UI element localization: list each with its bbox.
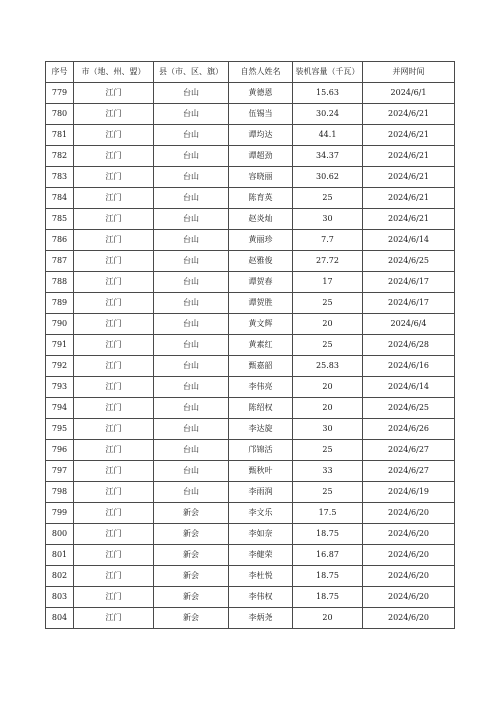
cell-person-name: 谭贺春 — [229, 272, 293, 293]
cell-person-name: 李伟亮 — [229, 377, 293, 398]
cell-grid-date: 2024/6/17 — [363, 293, 455, 314]
cell-county: 台山 — [154, 482, 229, 503]
cell-county: 台山 — [154, 377, 229, 398]
table-row — [46, 566, 455, 587]
cell-capacity: 16.87 — [293, 545, 363, 566]
cell-capacity: 17.5 — [293, 503, 363, 524]
cell-city: 江门 — [74, 125, 154, 146]
cell-person-name: 谭超劲 — [229, 146, 293, 167]
cell-city: 江门 — [74, 608, 154, 629]
cell-seq: 781 — [46, 125, 74, 146]
cell-capacity: 30 — [293, 209, 363, 230]
cell-county: 新会 — [154, 608, 229, 629]
cell-grid-date: 2024/6/19 — [363, 482, 455, 503]
cell-capacity: 33 — [293, 461, 363, 482]
cell-seq: 792 — [46, 356, 74, 377]
cell-grid-date: 2024/6/20 — [363, 608, 455, 629]
cell-county: 台山 — [154, 398, 229, 419]
cell-seq: 798 — [46, 482, 74, 503]
cell-city: 江门 — [74, 167, 154, 188]
cell-city: 江门 — [74, 503, 154, 524]
table-row — [46, 83, 455, 104]
cell-person-name: 黄德恩 — [229, 83, 293, 104]
cell-person-name: 陈育英 — [229, 188, 293, 209]
cell-grid-date: 2024/6/26 — [363, 419, 455, 440]
cell-seq: 789 — [46, 293, 74, 314]
cell-person-name: 李炳尧 — [229, 608, 293, 629]
cell-grid-date: 2024/6/16 — [363, 356, 455, 377]
cell-city: 江门 — [74, 566, 154, 587]
cell-person-name: 李伟权 — [229, 587, 293, 608]
cell-county: 台山 — [154, 440, 229, 461]
cell-grid-date: 2024/6/21 — [363, 167, 455, 188]
table-row — [46, 356, 455, 377]
cell-capacity: 30.24 — [293, 104, 363, 125]
table-row — [46, 503, 455, 524]
cell-grid-date: 2024/6/21 — [363, 146, 455, 167]
cell-capacity: 25 — [293, 293, 363, 314]
cell-person-name: 陈绍权 — [229, 398, 293, 419]
cell-county: 台山 — [154, 125, 229, 146]
cell-seq: 797 — [46, 461, 74, 482]
cell-seq: 793 — [46, 377, 74, 398]
cell-city: 江门 — [74, 104, 154, 125]
cell-capacity: 20 — [293, 314, 363, 335]
table-row — [46, 314, 455, 335]
cell-city: 江门 — [74, 419, 154, 440]
cell-city: 江门 — [74, 335, 154, 356]
cell-person-name: 李杜悦 — [229, 566, 293, 587]
cell-seq: 800 — [46, 524, 74, 545]
cell-capacity: 25 — [293, 440, 363, 461]
cell-grid-date: 2024/6/17 — [363, 272, 455, 293]
cell-capacity: 30.62 — [293, 167, 363, 188]
table-row — [46, 587, 455, 608]
cell-seq: 803 — [46, 587, 74, 608]
cell-person-name: 伍锡当 — [229, 104, 293, 125]
cell-seq: 779 — [46, 83, 74, 104]
cell-person-name: 李健荣 — [229, 545, 293, 566]
cell-grid-date: 2024/6/27 — [363, 461, 455, 482]
cell-county: 台山 — [154, 314, 229, 335]
cell-grid-date: 2024/6/14 — [363, 377, 455, 398]
cell-grid-date: 2024/6/21 — [363, 209, 455, 230]
cell-capacity: 15.63 — [293, 83, 363, 104]
cell-seq: 801 — [46, 545, 74, 566]
cell-city: 江门 — [74, 482, 154, 503]
cell-grid-date: 2024/6/20 — [363, 503, 455, 524]
cell-grid-date: 2024/6/14 — [363, 230, 455, 251]
cell-city: 江门 — [74, 398, 154, 419]
cell-seq: 780 — [46, 104, 74, 125]
cell-capacity: 44.1 — [293, 125, 363, 146]
cell-person-name: 谭贺胜 — [229, 293, 293, 314]
cell-city: 江门 — [74, 440, 154, 461]
header-person-name: 自然人姓名 — [229, 62, 293, 83]
cell-grid-date: 2024/6/1 — [363, 83, 455, 104]
table-row — [46, 461, 455, 482]
cell-person-name: 赵炎灿 — [229, 209, 293, 230]
cell-capacity: 18.75 — [293, 524, 363, 545]
cell-capacity: 18.75 — [293, 587, 363, 608]
cell-grid-date: 2024/6/27 — [363, 440, 455, 461]
cell-city: 江门 — [74, 188, 154, 209]
cell-grid-date: 2024/6/21 — [363, 104, 455, 125]
cell-county: 新会 — [154, 524, 229, 545]
cell-seq: 796 — [46, 440, 74, 461]
cell-city: 江门 — [74, 545, 154, 566]
cell-seq: 799 — [46, 503, 74, 524]
cell-city: 江门 — [74, 314, 154, 335]
cell-seq: 802 — [46, 566, 74, 587]
cell-seq: 785 — [46, 209, 74, 230]
cell-grid-date: 2024/6/20 — [363, 587, 455, 608]
cell-city: 江门 — [74, 272, 154, 293]
cell-county: 台山 — [154, 461, 229, 482]
cell-person-name: 邝锦活 — [229, 440, 293, 461]
cell-city: 江门 — [74, 230, 154, 251]
cell-person-name: 李达旋 — [229, 419, 293, 440]
cell-person-name: 赵雅俊 — [229, 251, 293, 272]
cell-capacity: 20 — [293, 377, 363, 398]
cell-person-name: 甄秋叶 — [229, 461, 293, 482]
header-row — [46, 62, 455, 83]
cell-grid-date: 2024/6/20 — [363, 524, 455, 545]
cell-capacity: 30 — [293, 419, 363, 440]
cell-city: 江门 — [74, 146, 154, 167]
cell-county: 台山 — [154, 209, 229, 230]
table-row — [46, 377, 455, 398]
cell-capacity: 18.75 — [293, 566, 363, 587]
cell-capacity: 25 — [293, 335, 363, 356]
cell-person-name: 容晓丽 — [229, 167, 293, 188]
cell-seq: 786 — [46, 230, 74, 251]
cell-county: 台山 — [154, 230, 229, 251]
header-city: 市（地、州、盟） — [74, 62, 154, 83]
cell-capacity: 20 — [293, 608, 363, 629]
cell-grid-date: 2024/6/28 — [363, 335, 455, 356]
table-row — [46, 419, 455, 440]
cell-county: 台山 — [154, 83, 229, 104]
table-row — [46, 545, 455, 566]
cell-county: 新会 — [154, 587, 229, 608]
table-row — [46, 146, 455, 167]
cell-seq: 784 — [46, 188, 74, 209]
cell-seq: 795 — [46, 419, 74, 440]
cell-county: 台山 — [154, 293, 229, 314]
table-row — [46, 608, 455, 629]
cell-capacity: 25 — [293, 482, 363, 503]
cell-county: 台山 — [154, 272, 229, 293]
cell-county: 台山 — [154, 146, 229, 167]
cell-capacity: 34.37 — [293, 146, 363, 167]
cell-seq: 783 — [46, 167, 74, 188]
header-county: 县（市、区、旗） — [154, 62, 229, 83]
cell-city: 江门 — [74, 209, 154, 230]
cell-grid-date: 2024/6/20 — [363, 545, 455, 566]
table-header — [46, 62, 455, 83]
table-row — [46, 272, 455, 293]
cell-seq: 790 — [46, 314, 74, 335]
cell-capacity: 25.83 — [293, 356, 363, 377]
cell-city: 江门 — [74, 251, 154, 272]
table-row — [46, 335, 455, 356]
cell-grid-date: 2024/6/21 — [363, 125, 455, 146]
cell-seq: 794 — [46, 398, 74, 419]
table-row — [46, 230, 455, 251]
cell-grid-date: 2024/6/20 — [363, 566, 455, 587]
cell-grid-date: 2024/6/4 — [363, 314, 455, 335]
table-row — [46, 167, 455, 188]
table-body — [46, 83, 455, 629]
table-row — [46, 104, 455, 125]
cell-city: 江门 — [74, 587, 154, 608]
cell-county: 台山 — [154, 419, 229, 440]
cell-capacity: 7.7 — [293, 230, 363, 251]
cell-county: 台山 — [154, 356, 229, 377]
cell-seq: 787 — [46, 251, 74, 272]
cell-city: 江门 — [74, 83, 154, 104]
table-row — [46, 125, 455, 146]
cell-person-name: 黄文辉 — [229, 314, 293, 335]
table-row — [46, 440, 455, 461]
cell-person-name: 甄嘉韶 — [229, 356, 293, 377]
table-row — [46, 251, 455, 272]
header-capacity: 装机容量（千瓦） — [293, 62, 363, 83]
cell-county: 台山 — [154, 167, 229, 188]
cell-county: 台山 — [154, 335, 229, 356]
cell-seq: 791 — [46, 335, 74, 356]
cell-county: 台山 — [154, 104, 229, 125]
cell-city: 江门 — [74, 293, 154, 314]
cell-capacity: 20 — [293, 398, 363, 419]
cell-person-name: 谭均达 — [229, 125, 293, 146]
cell-person-name: 李如奈 — [229, 524, 293, 545]
data-table — [45, 61, 455, 629]
table-row — [46, 398, 455, 419]
cell-person-name: 李文乐 — [229, 503, 293, 524]
cell-grid-date: 2024/6/21 — [363, 188, 455, 209]
cell-county: 台山 — [154, 188, 229, 209]
cell-person-name: 李雨润 — [229, 482, 293, 503]
cell-seq: 804 — [46, 608, 74, 629]
cell-seq: 788 — [46, 272, 74, 293]
table-row — [46, 209, 455, 230]
cell-person-name: 黄素红 — [229, 335, 293, 356]
cell-grid-date: 2024/6/25 — [363, 398, 455, 419]
cell-capacity: 17 — [293, 272, 363, 293]
table-row — [46, 188, 455, 209]
cell-person-name: 黄丽珍 — [229, 230, 293, 251]
cell-city: 江门 — [74, 377, 154, 398]
cell-city: 江门 — [74, 524, 154, 545]
cell-city: 江门 — [74, 461, 154, 482]
header-seq: 序号 — [46, 62, 74, 83]
cell-city: 江门 — [74, 356, 154, 377]
cell-county: 新会 — [154, 545, 229, 566]
table-row — [46, 293, 455, 314]
cell-capacity: 27.72 — [293, 251, 363, 272]
table-row — [46, 482, 455, 503]
cell-county: 新会 — [154, 503, 229, 524]
cell-grid-date: 2024/6/25 — [363, 251, 455, 272]
cell-county: 新会 — [154, 566, 229, 587]
cell-county: 台山 — [154, 251, 229, 272]
cell-capacity: 25 — [293, 188, 363, 209]
header-grid-date: 并网时间 — [363, 62, 455, 83]
table-row — [46, 524, 455, 545]
cell-seq: 782 — [46, 146, 74, 167]
